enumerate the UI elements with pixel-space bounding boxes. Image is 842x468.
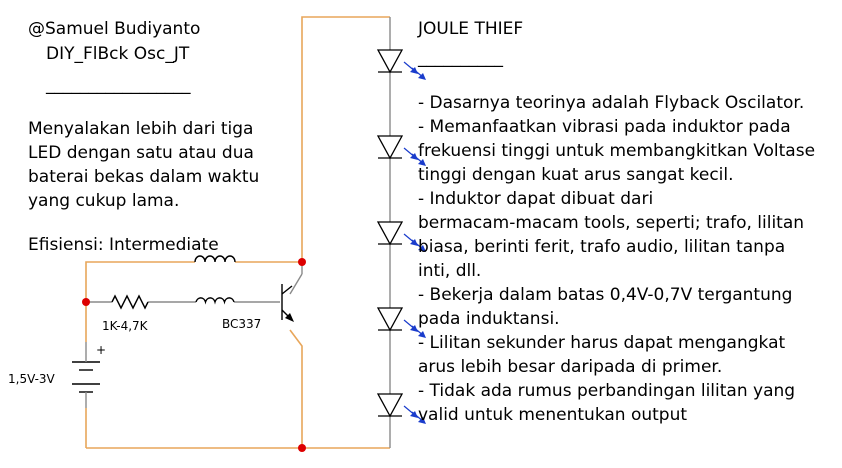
efficiency-label: Efisiensi: Intermediate (28, 235, 219, 255)
led-triangle (378, 50, 402, 72)
wire-emitter (290, 330, 302, 448)
note-line: frekuensi tinggi untuk membangkitkan Voltase (418, 141, 816, 161)
notes-separator: __________ (418, 48, 503, 68)
note-line: valid untuk menentukan output (418, 405, 688, 425)
author-separator: _________________ (46, 75, 191, 95)
note-line: bermacam-macam tools, seperti; trafo, lilitan (418, 213, 805, 233)
battery-label: 1,5V-3V (8, 372, 55, 386)
led-triangle (378, 308, 402, 330)
author-name: @Samuel Budiyanto (28, 19, 201, 39)
led-triangle (378, 222, 402, 244)
note-line: - Memanfaatkan vibrasi pada induktor pada (418, 117, 791, 137)
notes-title: JOULE THIEF (418, 19, 524, 39)
battery-plus: + (96, 343, 107, 357)
note-line: - Dasarnya teorinya adalah Flyback Oscilator. (418, 93, 805, 113)
note-line: biasa, berinti ferit, trafo audio, lilitan tanpa (418, 237, 786, 257)
note-line: inti, dll. (418, 261, 482, 281)
description-line: baterai bekas dalam waktu (28, 167, 260, 187)
junction-node (298, 444, 306, 452)
resistor (112, 296, 148, 308)
inductor-secondary (196, 298, 234, 302)
note-line: arus lebih besar daripada di primer. (418, 357, 723, 377)
junction-node (298, 258, 306, 266)
note-line: - Induktor dapat dibuat dari (418, 189, 654, 209)
led-triangle (378, 136, 402, 158)
note-line: - Bekerja dalam batas 0,4V-0,7V tergantung (418, 285, 793, 305)
description-line: LED dengan satu atau dua (28, 143, 254, 163)
wire-top (302, 17, 390, 262)
note-line: tinggi dengan kuat arus sangat kecil. (418, 165, 734, 185)
note-line: - Tidak ada rumus perbandingan lilitan yang (418, 381, 796, 401)
note-line: - Lilitan sekunder harus dapat mengangkat (418, 333, 786, 353)
description-line: yang cukup lama. (28, 191, 180, 211)
wire-collector (290, 274, 302, 294)
resistor-label: 1K-4,7K (102, 319, 148, 333)
description-line: Menyalakan lebih dari tiga (28, 119, 254, 139)
note-line: pada induktansi. (418, 309, 560, 329)
transistor-label: BC337 (222, 317, 262, 331)
wire-upper-branch (86, 262, 195, 300)
junction-node (82, 298, 90, 306)
led-triangle (378, 394, 402, 416)
inductor-primary (195, 256, 235, 262)
project-name: DIY_FlBck Osc_JT (46, 44, 190, 64)
